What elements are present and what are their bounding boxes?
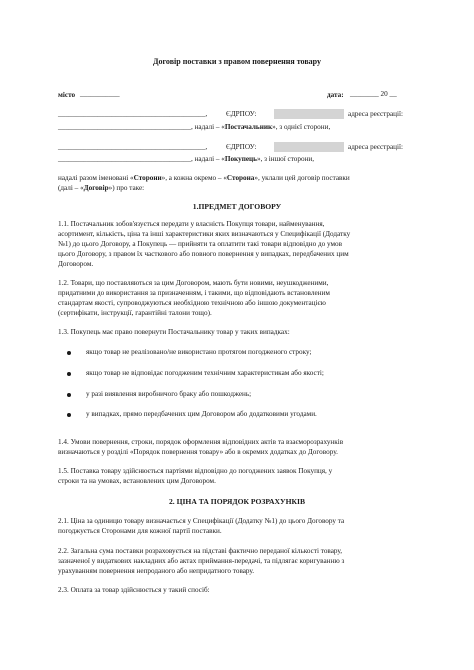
party1-line2: _____________________________________, надалі – «Постачальник», з однієї сторони,: [58, 123, 331, 131]
party1-edrpou-redacted: [274, 109, 344, 119]
bullet-icon: [67, 372, 71, 376]
clause-1-1-line5: Договором.: [58, 260, 94, 268]
clause-1-4-line2: визначаються у розділі «Порядок повернення товару» або в окремих додатках до Договору.: [58, 448, 338, 456]
document-title: Договір поставки з правом повернення товару: [152, 57, 322, 66]
clause-1-2-line2: придатними до використання за призначенням, і такими, що відповідають встановленим: [58, 289, 330, 297]
bullet-icon: [67, 393, 71, 397]
list-item-4: у випадках, прямо передбачених цим Договором або додатковими угодами.: [86, 410, 317, 418]
clause-1-1-line2: асортимент, кількість, ціна та інші характеристики яких визначаються у Специфікації (Додатку: [58, 230, 351, 238]
date-label: дата:: [327, 91, 344, 99]
clause-1-1-line3: №1) до цього Договору, а Покупець — прийняти та оплатити такі товари відповідно до умов: [58, 240, 343, 248]
clause-1-5-line2: строки та на умовах, встановлених цим Договором.: [58, 477, 216, 485]
party1-name-blank[interactable]: _________________________________________,: [58, 110, 208, 118]
clause-1-1-line1: 1.1. Постачальник зобов'язується передати у власність Покупця товари, найменування,: [58, 220, 325, 228]
city-value[interactable]: ___________: [80, 90, 120, 98]
party2-name-blank[interactable]: _________________________________________,: [58, 143, 208, 151]
intro-line1: надалі разом іменовані «Сторони», а кожна окремо – «Сторона», уклали цей договір поставки: [58, 174, 350, 182]
party1-edrpou-label: ЄДРПОУ:: [226, 110, 257, 118]
party1-role: Постачальник: [224, 123, 273, 131]
section-2-heading: 2. ЦІНА ТА ПОРЯДОК РОЗРАХУНКІВ: [168, 497, 306, 506]
clause-2-1-line2: погоджується Сторонами для кожної партії поставки.: [58, 527, 222, 535]
clause-2-2-line3: урахуванням повернення непроданого або непридатного товару.: [58, 567, 255, 575]
bullet-icon: [67, 413, 71, 417]
clause-1-2-line3: стандартам якості, супроводжуються необхідною технічною або іншою документацією: [58, 299, 326, 307]
clause-1-2-line4: (сертифікати, інструкції, гарантійні талони тощо).: [58, 309, 212, 317]
clause-1-4-line1: 1.4. Умови повернення, строки, порядок оформлення відповідних актів та взаєморозрахунків: [58, 438, 344, 446]
party2-role: Покупець: [224, 155, 257, 163]
clause-1-1-line4: цього Договору, з правом їх часткового або повного повернення у випадках, передбачених цим: [58, 250, 349, 258]
date-value[interactable]: ________ 20 __: [350, 90, 397, 98]
clause-2-2-line2: зазначеної у видаткових накладних або актах приймання-передачі, та підлягає коригуванню з: [58, 557, 345, 565]
list-item-3: у разі виявлення виробничого браку або пошкоджень;: [86, 390, 252, 398]
party1-address-label: адреса реєстрації:: [348, 110, 403, 118]
party2-address-label: адреса реєстрації:: [348, 143, 403, 151]
party2-line2: _____________________________________, надалі – «Покупець», з іншої сторони,: [58, 155, 315, 163]
clause-2-1-line1: 2.1. Ціна за одиницю товару визначається у Специфікації (Додатку №1) до цього Договору та: [58, 517, 345, 525]
party2-edrpou-label: ЄДРПОУ:: [226, 143, 257, 151]
list-item-2: якщо товар не відповідає погодженим технічним характеристикам або якості;: [86, 369, 324, 377]
clause-1-5-line1: 1.5. Поставка товару здійснюється партіями відповідно до погоджених заявок Покупця, у: [58, 467, 333, 475]
party2-edrpou-redacted: [274, 142, 344, 152]
clause-2-2-line1: 2.2. Загальна сума поставки розраховується на підставі фактично переданої кількості товару,: [58, 547, 343, 555]
bullet-icon: [67, 351, 71, 355]
clause-1-3: 1.3. Покупець має право повернути Постачальнику товар у таких випадках:: [58, 328, 290, 336]
intro-line2: (далі – «Договір») про таке:: [58, 184, 145, 192]
clause-1-2-line1: 1.2. Товари, що поставляються за цим Договором, мають бути новими, неушкодженими,: [58, 279, 329, 287]
section-1-heading: 1.ПРЕДМЕТ ДОГОВОРУ: [192, 202, 282, 211]
clause-2-3: 2.3. Оплата за товар здійснюється у такий спосіб:: [58, 586, 210, 594]
list-item-1: якщо товар не реалізовано/не використано протягом погодженого строку;: [86, 348, 312, 356]
city-label: місто: [58, 91, 76, 99]
